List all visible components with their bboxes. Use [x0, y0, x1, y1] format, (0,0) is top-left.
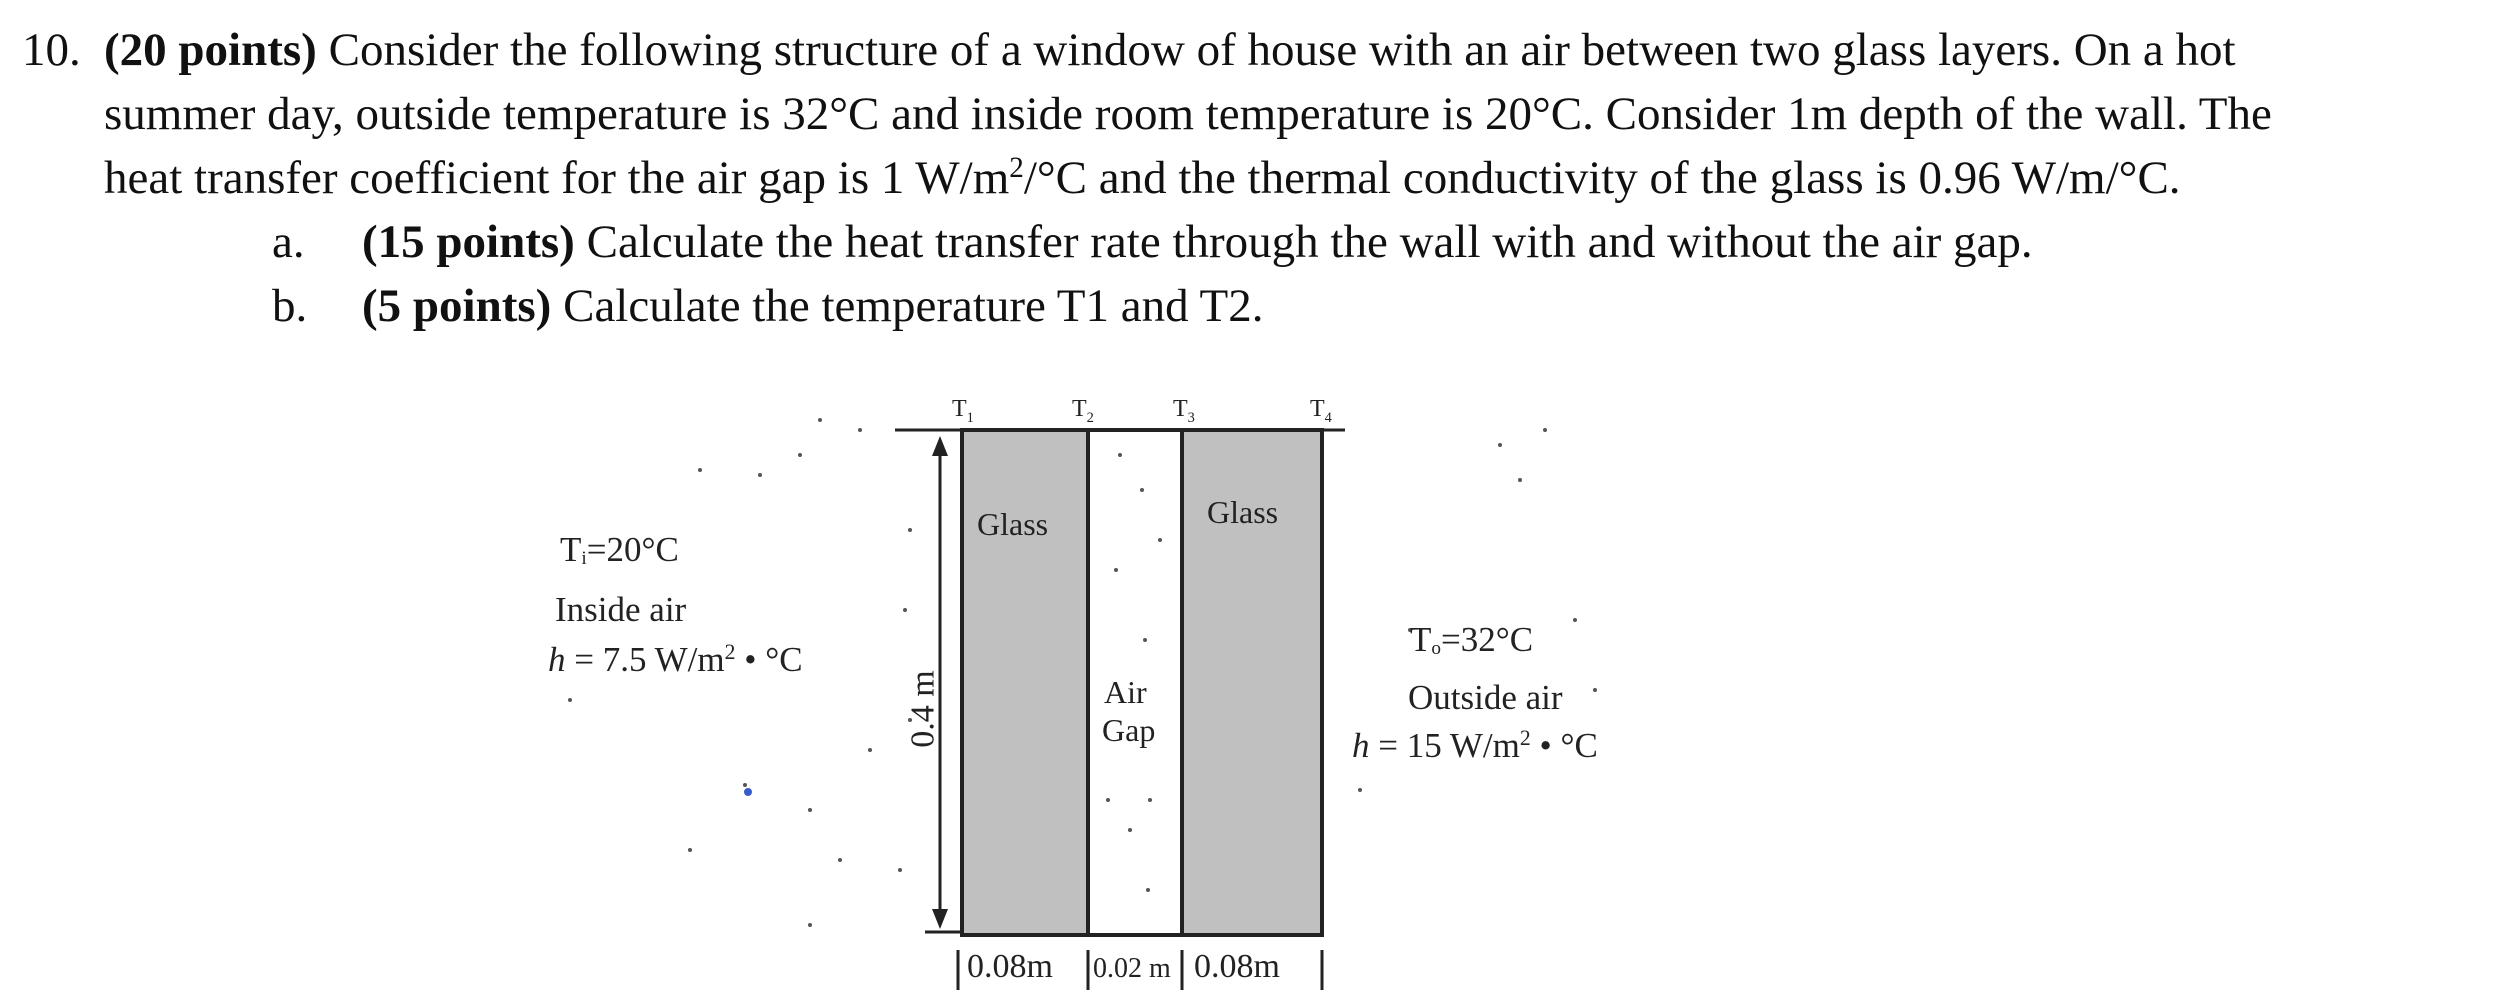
problem-line-2: summer day, outside temperature is 32°C and inside room temperature is 20°C. Consider 1m depth of the wall. The — [104, 88, 2272, 140]
glass-right-label: Glass — [1207, 494, 1279, 530]
inside-temp: $T_i=20^\circ C$ — [560, 530, 679, 569]
height-arrow-bottom — [932, 909, 948, 929]
air-gap-label-1: Air — [1104, 674, 1147, 710]
t4-label: $T_4$ — [1310, 396, 1332, 426]
subpart-b-points: (5 points) — [362, 280, 552, 332]
t2-label: $T_2$ — [1072, 396, 1094, 426]
outside-temp: $T_o=32^\circ C$ — [1410, 620, 1534, 659]
t3-label: $T_3$ — [1173, 396, 1195, 426]
height-arrow-top — [932, 436, 948, 456]
problem-points: (20 points) — [104, 24, 317, 76]
glass-left-label: Glass — [977, 506, 1049, 542]
outside-air-label: Outside air — [1408, 678, 1563, 717]
subpart-a-label: a. — [272, 216, 305, 268]
problem-line-3: heat transfer coefficient for the air gap is 1 $W/m^2/^\circ C$ and the thermal conductivity of the glass is 0.96 W/m/°C. — [104, 151, 2181, 204]
height-label: 0.4 m — [904, 670, 942, 748]
air-gap-label-2: Gap — [1102, 712, 1156, 748]
width-label-glass-right: 0.08m — [1194, 948, 1280, 985]
inside-h: h = 7.5 $W/m^2$ • °C — [548, 640, 803, 679]
subpart-b-label: b. — [272, 280, 308, 332]
problem-text-1: Consider the following structure of a window of house with an air between two glass layers. On a hot — [316, 24, 2236, 76]
width-label-air-gap: 0.02 m — [1093, 953, 1171, 984]
subpart-a-points: (15 points) — [362, 216, 575, 268]
subpart-b-text: Calculate the temperature T1 and T2. — [551, 280, 1264, 332]
t1-label: $T_1$ — [952, 396, 974, 426]
outside-h: h = 15 $W/m^2$ • °C — [1352, 726, 1598, 765]
width-label-glass-left: 0.08m — [967, 948, 1053, 985]
problem-number: 10. — [22, 24, 81, 76]
subpart-a-text: Calculate the heat transfer rate through the wall with and without the air gap. — [574, 216, 2033, 268]
inside-air-label: Inside air — [555, 590, 687, 629]
